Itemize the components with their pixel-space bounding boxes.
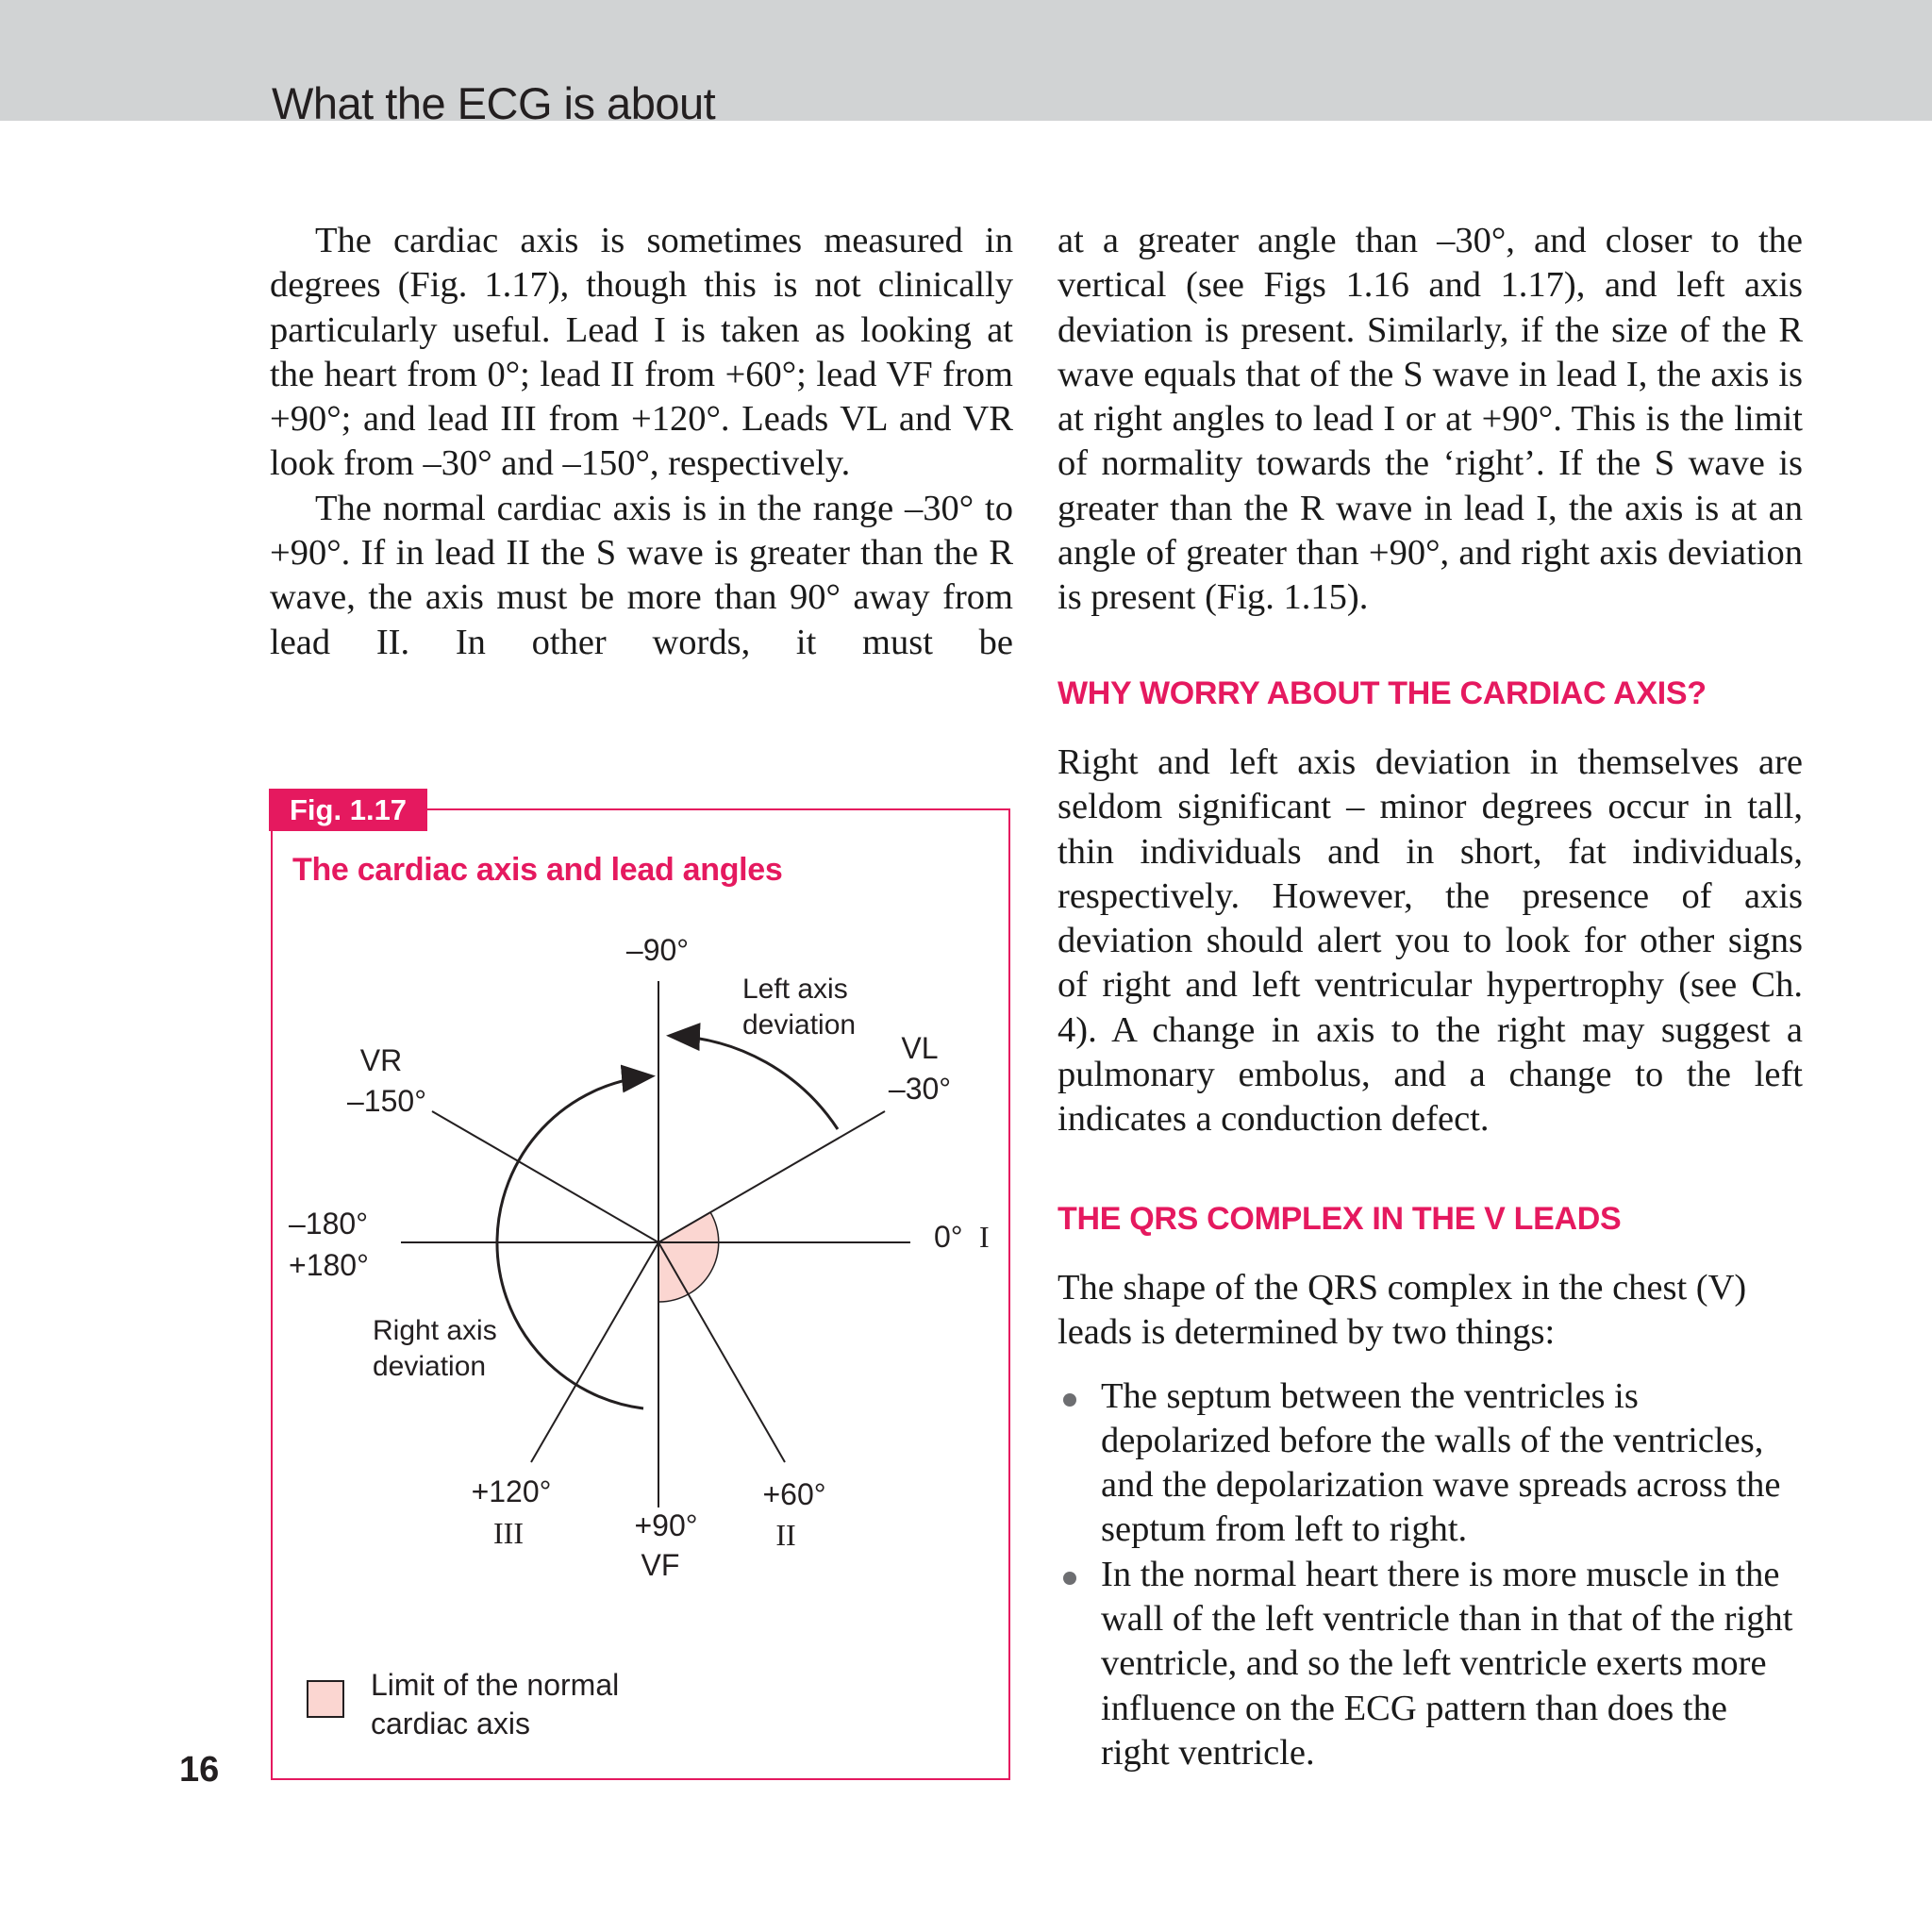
label-lead-ii: II <box>775 1518 796 1552</box>
label-minus-150: –150° <box>347 1084 426 1118</box>
legend-text-1: Limit of the normal <box>371 1668 620 1702</box>
label-left-axis-deviation-1: Left axis <box>742 974 848 1005</box>
running-head: What the ECG is about <box>272 78 716 128</box>
right-paragraph-1: at a greater angle than –30°, and closer to the vertical (see Figs 1.16 and 1.17), and left axis deviation is present. Similarly, if the size of the R wave equals that of the S wave in lead I, the axis is at right angles to lead I or at +90°. This is the limit of normality towards the ‘right’. If the S wave is greater than the R wave in lead I, the axis is at an angle of greater than +90°, and right axis deviation is present (Fig. 1.15). <box>1058 221 1803 618</box>
label-vr: VR <box>359 1043 403 1077</box>
figure-title: The cardiac axis and lead angles <box>292 852 783 888</box>
bullet-text: In the normal heart there is more muscle in the wall of the left ventricle than in that of the right ventricle, and so the left ventricle exerts more influence on the ECG pattern than does the right ventricle. <box>1101 1554 1793 1773</box>
label-vl: VL <box>901 1031 939 1065</box>
lead-ii-line <box>658 1242 785 1462</box>
label-minus-180: –180° <box>289 1207 368 1241</box>
label-left-axis-deviation-2: deviation <box>742 1009 857 1041</box>
label-plus-90: +90° <box>634 1508 698 1542</box>
legend-text-2: cardiac axis <box>371 1707 530 1740</box>
section-heading-cardiac-axis: WHY WORRY ABOUT THE CARDIAC AXIS? <box>1058 675 1707 711</box>
label-right-axis-deviation-1: Right axis <box>373 1315 497 1346</box>
label-right-axis-deviation-2: deviation <box>373 1351 487 1382</box>
right-paragraph-3: The shape of the QRS complex in the chest (V) leads is determined by two things: <box>1058 1267 1747 1353</box>
section-heading-qrs-v-leads: THE QRS COMPLEX IN THE V LEADS <box>1058 1200 1622 1237</box>
label-plus-120: +120° <box>471 1474 552 1508</box>
lead-iii-line <box>531 1242 658 1462</box>
left-axis-deviation-arrow <box>672 1036 838 1129</box>
label-minus-90: –90° <box>625 933 690 967</box>
label-lead-i: I <box>979 1220 990 1254</box>
label-plus-60: +60° <box>762 1477 826 1511</box>
label-plus-180: +180° <box>289 1248 369 1282</box>
left-paragraph-1: The cardiac axis is sometimes measured in degrees (Fig. 1.17), though this is not clinically particularly useful. Lead I is taken as looking at the heart from 0°; lead II from +60°; lead VF from +90°; and lead III from +120°. Leads VL and VR look from –30° and –150°, respectively. <box>270 221 1013 484</box>
lead-vr-line <box>432 1111 658 1242</box>
right-paragraph-2: Right and left axis deviation in themselves are seldom significant – minor degrees occur in tall, thin individuals and in short, fat individuals, respectively. However, the presence of axis deviation should alert you to look for other signs of right and left ventricular hypertrophy (see Ch. 4). A change in axis to the right may suggest a pulmonary embolus, and a change to the left indicates a conduction defect. <box>1058 741 1803 1140</box>
lead-vl-line <box>658 1111 885 1242</box>
bullet-text: The septum between the ventricles is depolarized before the walls of the ventricles, and the depolarization wave spreads across the septum from left to right. <box>1101 1375 1781 1550</box>
label-vf: VF <box>641 1548 680 1582</box>
label-zero: 0° <box>934 1220 963 1254</box>
figure-tag: Fig. 1.17 <box>269 789 427 831</box>
label-minus-30: –30° <box>888 1072 952 1106</box>
label-lead-iii: III <box>493 1516 524 1550</box>
left-paragraph-2: The normal cardiac axis is in the range –30° to +90°. If in lead II the S wave is greater than the R wave, the axis must be more than 90° away from lead II. In other words, it must be <box>270 488 1013 662</box>
page-number: 16 <box>179 1750 220 1790</box>
legend-swatch <box>308 1681 343 1717</box>
